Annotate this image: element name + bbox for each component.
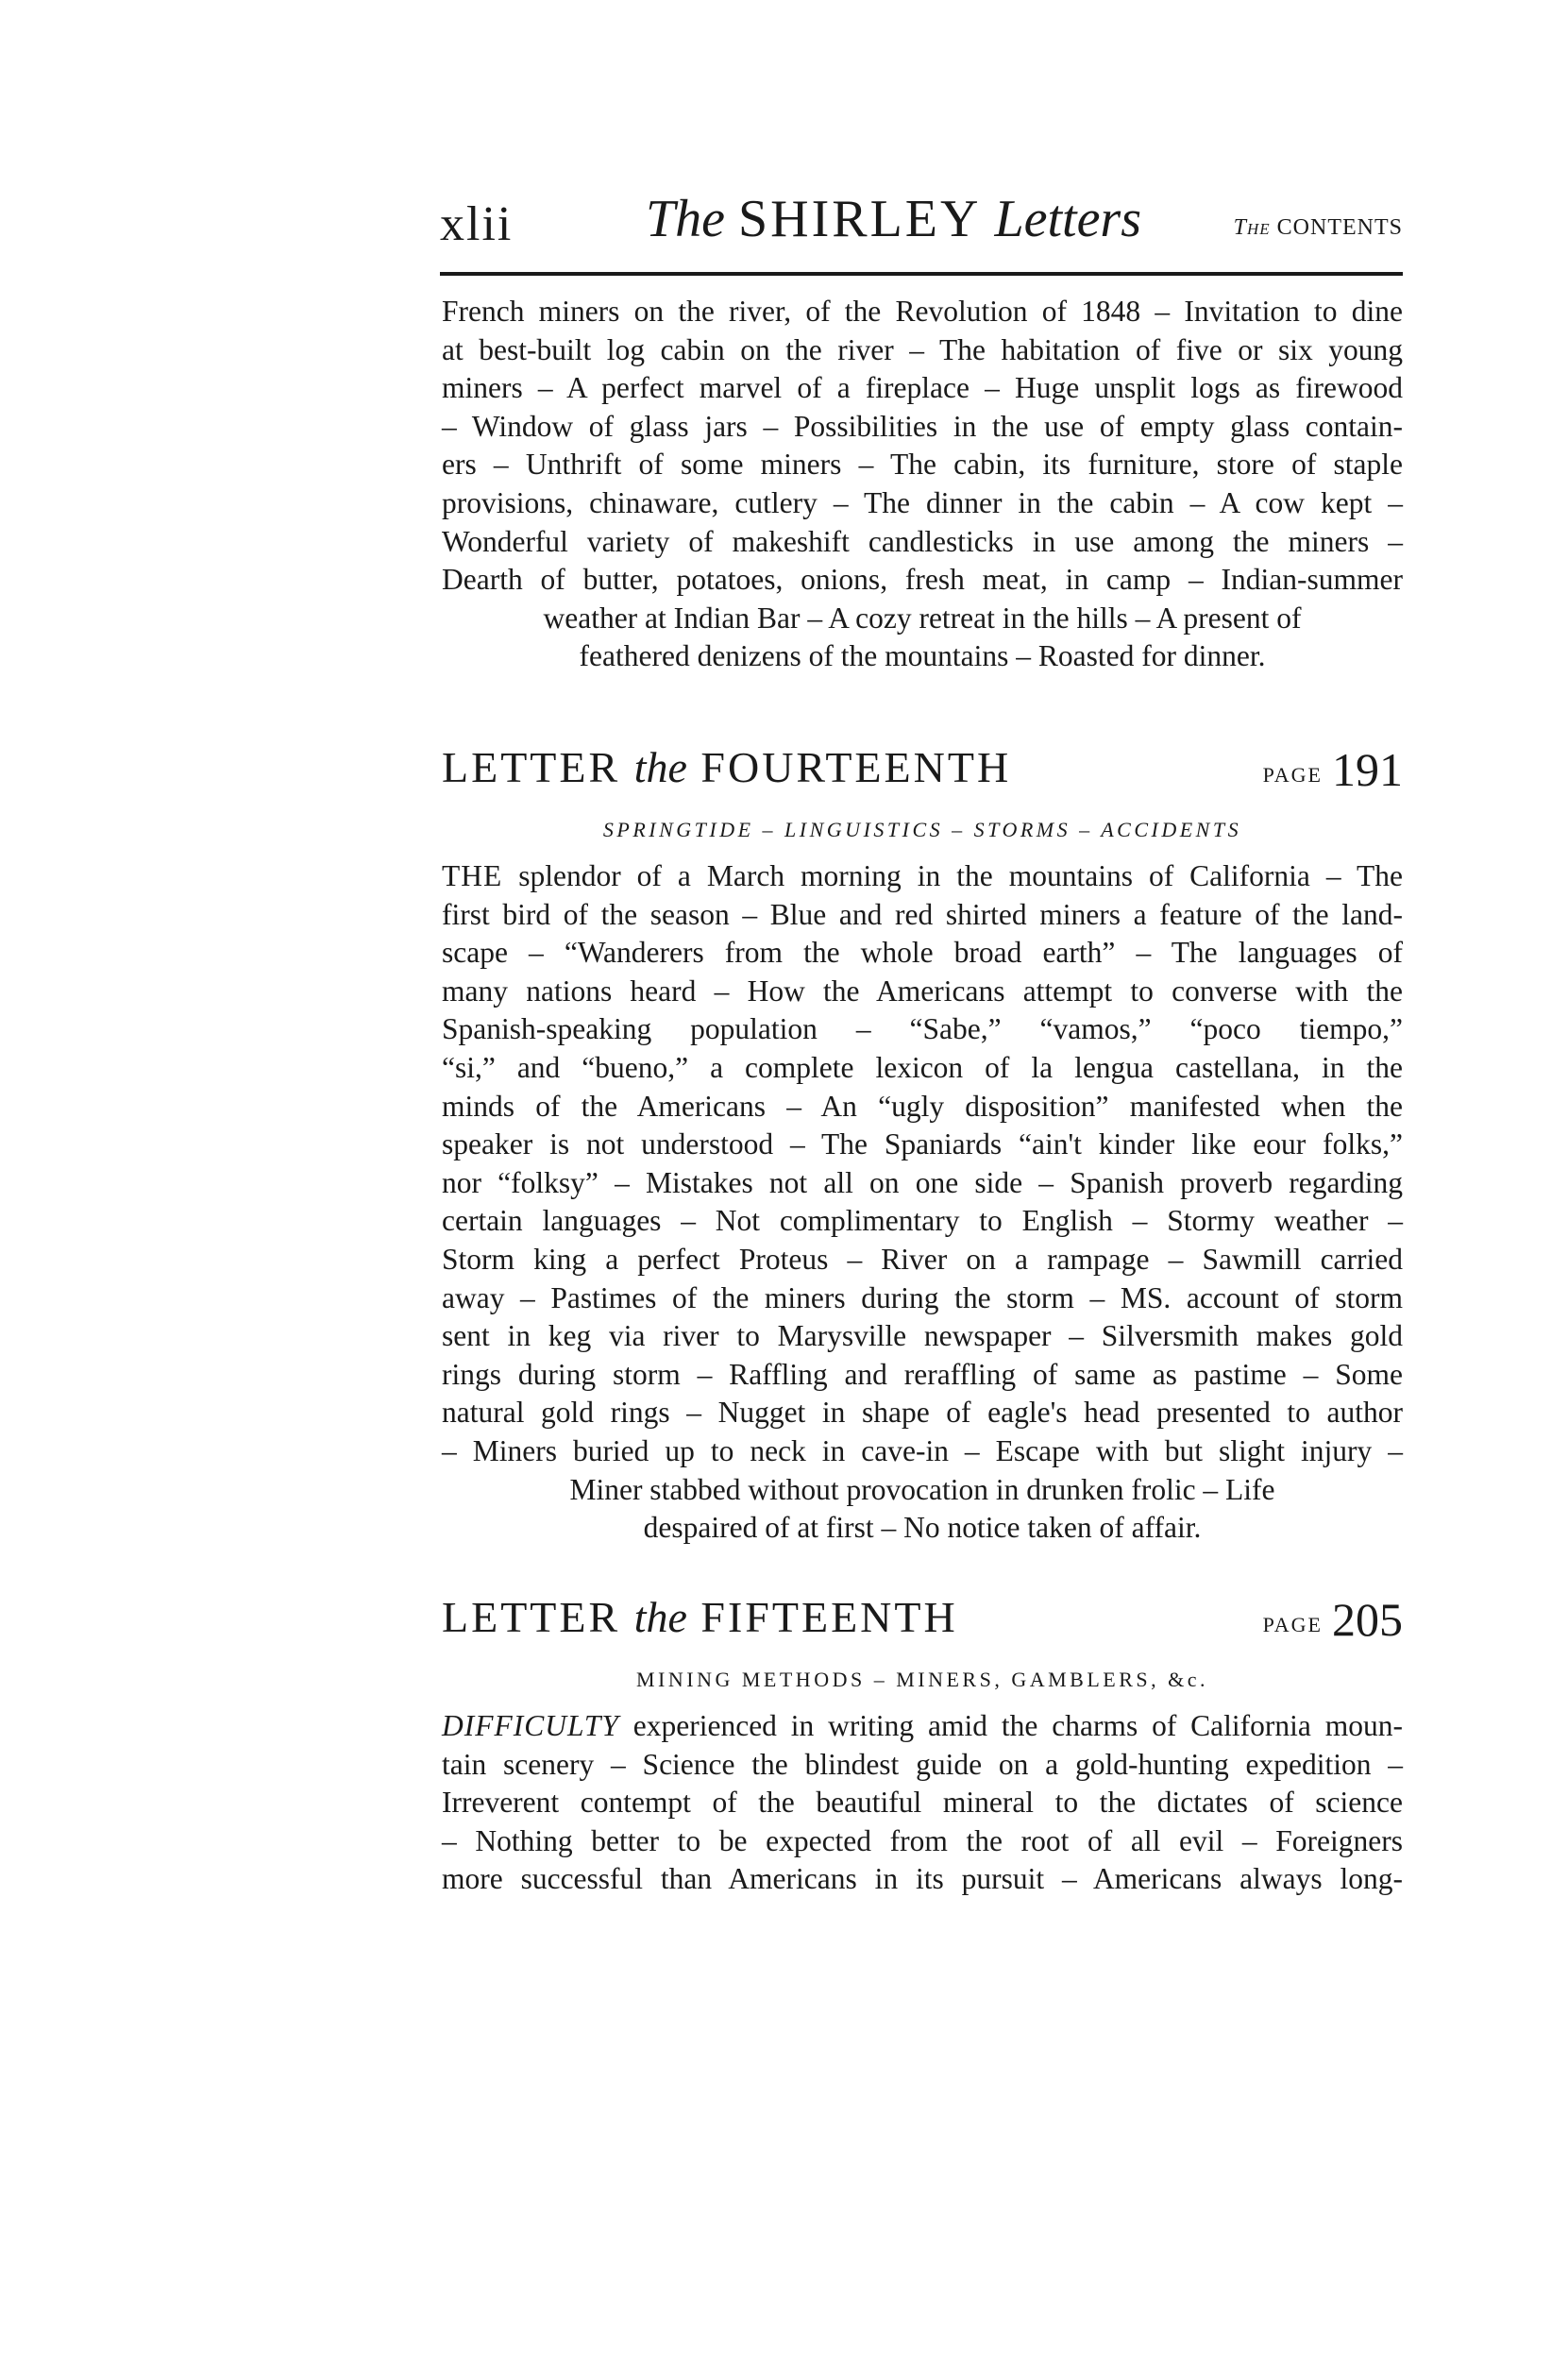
letter-word: LETTER: [442, 743, 621, 791]
summary-line: more successful than Americans in its pursuit – Americans always long-: [442, 1862, 1403, 1896]
summary-line: away – Pastimes of the miners during the storm – MS. account of storm: [442, 1280, 1403, 1314]
summary-line: provisions, chinaware, cutlery – The dinner in the cabin – A cow kept –: [442, 485, 1403, 519]
letter-summary-fifteenth: [442, 1707, 1403, 1899]
page-label: PAGE: [1262, 1613, 1323, 1636]
book-title-the: The: [646, 190, 725, 248]
page-label: PAGE: [1262, 763, 1323, 787]
summary-line: Irreverent contempt of the beautiful mineral to the dictates of science: [442, 1786, 1403, 1820]
summary-line: tain scenery – Science the blindest guide on a gold-hunting expedition –: [442, 1747, 1403, 1781]
summary-line: minds of the Americans – An “ugly disposition” manifested when the: [442, 1089, 1403, 1123]
summary-line: “si,” and “bueno,” a complete lexicon of la lengua castellana, in the: [442, 1050, 1403, 1084]
summary-line: – Nothing better to be expected from the root of all evil – Foreigners: [442, 1823, 1403, 1857]
summary-line: Miner stabbed without provocation in drunken frolic – Life: [569, 1472, 1275, 1506]
letter-word: LETTER: [442, 1593, 621, 1641]
letter-ordinal: FOURTEENTH: [700, 743, 1012, 791]
letter-the: the: [633, 1593, 687, 1641]
summary-line: at best-built log cabin on the river – The habitation of five or six young: [442, 332, 1403, 366]
summary-text: experienced in writing amid the charms of California moun-: [618, 1709, 1403, 1742]
book-title-letters: Letters: [994, 190, 1142, 248]
summary-line: first bird of the season – Blue and red shirted miners a feature of the land-: [442, 897, 1403, 931]
letter-title: [442, 742, 1011, 792]
summary-line: many nations heard – How the Americans attempt to converse with the: [442, 974, 1403, 1008]
header-rule: [440, 272, 1403, 276]
summary-line: weather at Indian Bar – A cozy retreat in the hills – A present of: [543, 601, 1302, 635]
summary-line: rings during storm – Raffling and reraffling of same as pastime – Some: [442, 1357, 1403, 1391]
summary-line: despaired of at first – No notice taken of affair.: [643, 1511, 1202, 1545]
letter-title: [442, 1592, 958, 1642]
section-tag: [1234, 215, 1403, 241]
lead-word: THE: [442, 859, 503, 892]
summary-line: French miners on the river, of the Revolution of 1848 – Invitation to dine: [442, 295, 1403, 328]
section-tag-label: CONTENTS: [1276, 215, 1403, 240]
summary-line: miners – A perfect marvel of a fireplace – Huge unsplit logs as firewood: [442, 371, 1403, 405]
letter-summary-fourteenth: [442, 857, 1403, 1548]
running-head: [440, 189, 1403, 264]
continued-summary: [442, 293, 1403, 676]
summary-line: Storm king a perfect Proteus – River on a rampage – Sawmill carried: [442, 1242, 1403, 1276]
page-number: 205: [1332, 1593, 1403, 1646]
letter-subtitle: SPRINGTIDE – LINGUISTICS – STORMS – ACCIDENTS: [602, 818, 1242, 841]
summary-line: Wonderful variety of makeshift candlesticks in use among the miners –: [442, 524, 1403, 558]
page-number: 191: [1332, 743, 1403, 796]
book-title: [646, 189, 1141, 249]
summary-text: splendor of a March morning in the mountains of California – The: [502, 859, 1403, 892]
letter-ordinal: FIFTEENTH: [700, 1593, 958, 1641]
page-reference: [1263, 742, 1403, 797]
lead-word: DIFFICULTY: [442, 1709, 619, 1742]
summary-line: – Miners buried up to neck in cave-in – Escape with but slight injury –: [442, 1433, 1403, 1467]
summary-line: – Window of glass jars – Possibilities in the use of empty glass contain-: [442, 409, 1403, 443]
summary-line: Dearth of butter, potatoes, onions, fresh meat, in camp – Indian-summer: [442, 563, 1403, 597]
page-folio: xlii: [440, 197, 514, 251]
summary-line: sent in keg via river to Marysville newspaper – Silversmith makes gold: [442, 1319, 1403, 1353]
summary-line: natural gold rings – Nugget in shape of eagle's head presented to author: [442, 1396, 1403, 1430]
letter-heading-fourteenth: [442, 742, 1403, 799]
summary-line: Spanish-speaking population – “Sabe,” “vamos,” “poco tiempo,”: [442, 1012, 1403, 1046]
book-title-shirley: SHIRLEY: [738, 190, 982, 248]
summary-line: ers – Unthrift of some miners – The cabin, its furniture, store of staple: [442, 448, 1403, 482]
summary-line: nor “folksy” – Mistakes not all on one side – Spanish proverb regarding: [442, 1165, 1403, 1199]
summary-line: speaker is not understood – The Spaniards “ain't kinder like eour folks,”: [442, 1127, 1403, 1161]
summary-line: scape – “Wanderers from the whole broad earth” – The languages of: [442, 936, 1403, 970]
letter-subtitle: MINING METHODS – MINERS, GAMBLERS, &c.: [635, 1668, 1208, 1691]
section-tag-the: The: [1233, 215, 1271, 240]
summary-line: certain languages – Not complimentary to English – Stormy weather –: [442, 1204, 1403, 1238]
letter-heading-fifteenth: [442, 1592, 1403, 1649]
page-reference: [1263, 1592, 1403, 1647]
summary-line: [442, 857, 1403, 896]
summary-line: [442, 1707, 1403, 1746]
summary-line: feathered denizens of the mountains – Roasted for dinner.: [579, 639, 1266, 673]
letter-the: the: [633, 743, 687, 791]
